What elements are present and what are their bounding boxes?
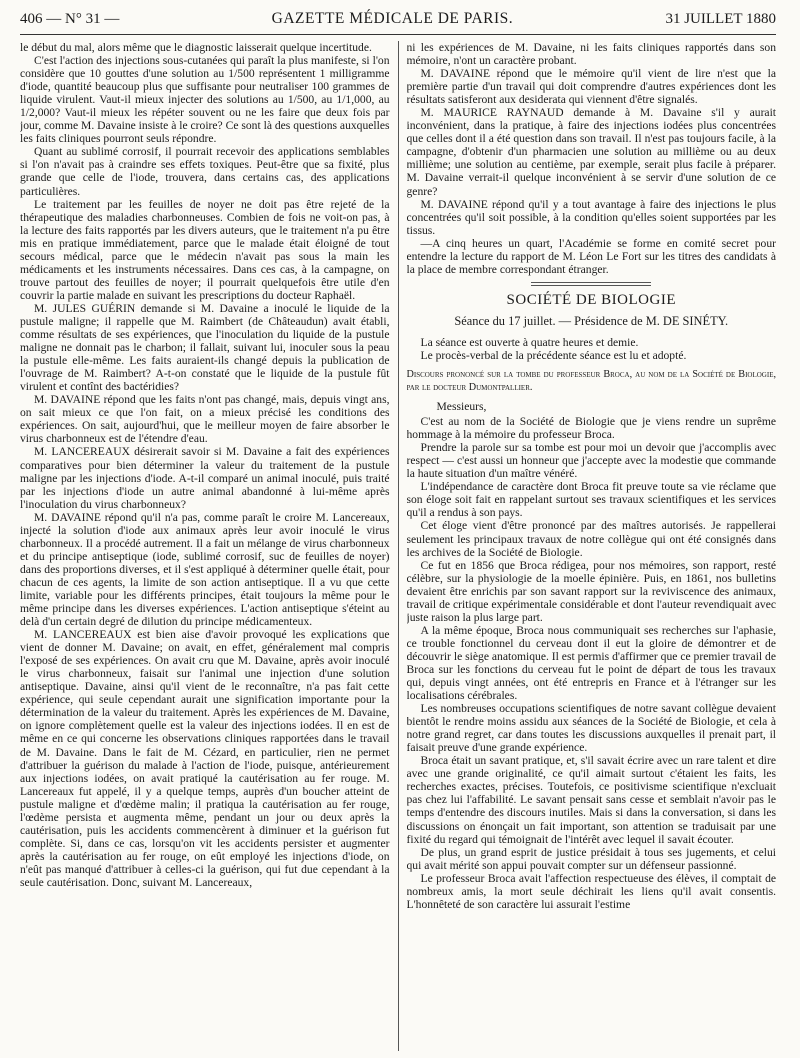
- issue-number: — N° 31 —: [46, 11, 120, 27]
- paragraph: M. MAURICE RAYNAUD demande à M. Davaine s'il y aurait inconvénient, dans la pratique, à faire des injections iodées plus concentrées que celles dont il a été question dans son travail. Il n'est pas toujours facile, à la campagne, d'obtenir d'un pharmacien une solution au millième ou au deux millième; une solution au centième, par exemple, serait plus facile à préparer. M. Davaine verrait-il quelque inconvénient à se servir d'une solution de ce genre?: [406, 106, 777, 198]
- paragraph: L'indépendance de caractère dont Broca fit preuve toute sa vie réclame que son éloge soit fait en rappelant surtout ses travaux scientifiques et les services qu'il a rendus à son pays.: [406, 480, 777, 520]
- right-column: [407, 41, 777, 1051]
- paragraph: —A cinq heures un quart, l'Académie se forme en comité secret pour entendre la lecture du rapport de M. Léon Le Fort sur les titres des candidats à la place de membre correspondant étranger.: [406, 236, 777, 276]
- section-title: SOCIÉTÉ DE BIOLOGIE: [506, 291, 676, 308]
- paragraph: Cet éloge vient d'être prononcé par des maîtres autorisés. Je rappellerai seulement les principaux travaux de notre collègue qui ont été consignés dans les archives de la Société de Biologie.: [406, 519, 777, 559]
- page-header: [20, 10, 776, 35]
- issue-date: 31 JUILLET 1880: [665, 11, 776, 27]
- column-divider: [398, 41, 399, 1051]
- seance-line: Séance du 17 juillet. — Présidence de M. DE SINÉTY.: [454, 313, 729, 328]
- paragraph: Le professeur Broca avait l'affection respectueuse des élèves, il comptait de nombreux amis, la mort seule déchirait les liens qu'il avait consentis. L'honnêteté de son caractère lui assurait l'estime: [406, 871, 777, 911]
- paragraph: le début du mal, alors même que le diagnostic laisserait quelque incertitude.: [20, 41, 372, 54]
- paragraph: M. LANCEREAUX désirerait savoir si M. Davaine a fait des expériences comparatives pour bien déterminer la valeur du traitement de la pustule maligne par les injections d'iode. A-t-il comparé un animal inoculé, puis traité par les injections d'iode un autre animal abandonné à lui-même après l'inoculation du virus charbonneux?: [20, 445, 390, 511]
- paragraph: Prendre la parole sur sa tombe est pour moi un devoir que j'accomplis avec respect — c'est aussi un honneur que j'accepte avec la modestie que commande la haute situation d'un maître vénéré.: [406, 441, 777, 481]
- paragraph: M. DAVAINE répond que le mémoire qu'il vient de lire n'est que la première partie d'un travail qui doit comprendre d'autres expériences dont les résultats satisferont aux desiderata qui viennent d'être signalés.: [406, 67, 777, 107]
- section-separator: [531, 282, 651, 286]
- paragraph: C'est l'action des injections sous-cutanées qui paraît la plus manifeste, si l'on considère que 10 gouttes d'une solution au 1/500 représentent 1 milligramme d'iode, quantité beaucoup plus que suffisante pour neutraliser 100 grammes de liquide virulent. Vaut-il mieux injecter des solutions au 1/500, au 1/1,000, au 1/2,000? Vaut-il mieux les répéter souvent ou ne les faire que deux fois par jour, comme M. Davaine insiste à le croire? Ce sont là des questions auxquelles les faits cliniques pourront seuls répondre.: [20, 54, 390, 146]
- paragraph: A la même époque, Broca nous communiquait ses recherches sur l'aphasie, ce trouble fonctionnel du cerveau dont il eut la gloire de démontrer et de découvrir le siège anatomique. Il est permis d'affirmer que ce premier travail de Broca sur les fonctions du cerveau fut le point de départ de tous les travaux qui, depuis vingt années, ont été entrepris en France et à l'étranger sur les localisations cérébrales.: [406, 623, 777, 703]
- paragraph: ni les expériences de M. Davaine, ni les faits cliniques rapportés dans son mémoire, n'ont un caractère probant.: [406, 41, 777, 68]
- left-column: [20, 41, 390, 1051]
- paragraph: De plus, un grand esprit de justice présidait à tous ses jugements, et celui qui avait mérité son appui pouvait compter sur un défenseur passionné.: [406, 845, 777, 872]
- page-number-issue: [20, 11, 119, 28]
- opening-line: La séance est ouverte à quatre heures et demie.: [420, 335, 639, 349]
- paragraph: M. DAVAINE répond qu'il n'a pas, comme paraît le croire M. Lancereaux, injecté la solution d'iode aux animaux après leur avoir inoculé le virus charbonneux. Il a procédé autrement. Il a fait un mélange de virus charbonneux et du principe antiseptique (iode, sublimé corrosif, suc de feuilles de noyer) dans des proportions diverses, et il s'est appliqué à déterminer quelle était, pour chacun de ces agents, la limite de son action antiseptique. Il a vu que cette limite, variable pour les différents principes, était toujours la même pour le même principe dans les diverses expériences. L'action antiseptique s'éteint au delà d'un certain degré de dilution du principe médicamenteux.: [20, 510, 390, 629]
- salutation: Messieurs,: [436, 400, 487, 414]
- journal-title: GAZETTE MÉDICALE DE PARIS.: [271, 10, 514, 27]
- paragraph: Ce fut en 1856 que Broca rédigea, pour nos mémoires, son rapport, resté célèbre, sur la physiologie de la moelle épinière. Puis, en 1861, nos bulletins devaient être enrichis par son savant rapport sur la reviviscence des animaux, travail de critique expérimentale considérable et dont l'auteur revendiquait avec juste raison la plus large part.: [406, 558, 777, 624]
- paragraph: Les nombreuses occupations scientifiques de notre savant collègue devaient bientôt le rendre moins assidu aux séances de la Société de Biologie, et cela à notre grand regret, car dans toutes les discussions auxquelles il prenait part, il faisait preuve d'une grande expérience.: [406, 702, 777, 755]
- opening-line: Le procès-verbal de la précédente séance est lu et adopté.: [420, 348, 687, 362]
- page-number: 406: [20, 11, 43, 27]
- paragraph: M. JULES GUÉRIN demande si M. Davaine a inoculé le liquide de la pustule maligne; il rappelle que M. Raimbert (de Châteaudun) avait établi, comme résultats de ses expériences, que l'inoculation du liquide de la pustule maligne ne donnait pas le charbon; il fallait, suivant lui, inoculer sous la peau la pustule elle-même. Les faits auraient-ils changé depuis la publication de l'ouvrage de M. Raimbert? A-t-on constaté que le liquide de la pustule fût virulent et contînt des bactéridies?: [20, 301, 390, 394]
- paragraph: Broca était un savant pratique, et, s'il savait écrire avec un rare talent et dire avec une grande originalité, ce qu'il aimait surtout c'étaient les faits, les recherches exactes, précises. Toutefois, ce positivisme scientifique n'excluait pas chez lui l'affabilité. Le savant pensait sans cesse et semblait n'avoir pas le temps d'entendre des discours inutiles. Mais si dans la conversation, si dans les discussions on énonçait un fait important, son attention se traduisait par une fixité du regard qui témoignait de l'intérêt avec lequel il savait écouter.: [406, 754, 777, 846]
- paragraph: M. DAVAINE répond que les faits n'ont pas changé, mais, depuis vingt ans, on sait mieux ce que l'on fait, on a mieux précisé les conditions des expériences. On sait, aujourd'hui, que le meilleur moyen de faire absorber le virus charbonneux est de l'étendre d'eau.: [20, 393, 390, 446]
- paragraph: M. DAVAINE répond qu'il y a tout avantage à faire des injections le plus concentrées qu'il soit possible, à la condition qu'elles soient supportées par les tissus.: [406, 197, 777, 237]
- paragraph: Le traitement par les feuilles de noyer ne doit pas être rejeté de la thérapeutique des maladies charbonneuses. Combien de fois ne voit-on pas, à la lecture des faits rapportés par les divers auteurs, que le traitement n'a pu être mis en pratique immédiatement, parce que le malade était éloigné de tout secours médical, parce que le médecin n'avait pas sous la main les médicaments et les instruments nécessaires. Dans ces cas, à la campagne, on trouve partout des feuilles de noyer; il pourrait quelquefois être utile d'en couvrir la partie malade en suivant les prescriptions du docteur Raphaël.: [20, 197, 390, 302]
- discours-title: Discours prononcé sur la tombe du professeur Broca, au nom de la Société de Biologie, par le docteur Dumontpallier.: [406, 369, 777, 394]
- paragraph: M. LANCEREAUX est bien aise d'avoir provoqué les explications que vient de donner M. Davaine; on avait, en effet, généralement mal compris l'exposé de ses expériences. On avait cru que M. Davaine, après avoir inoculé le virus charbonneux, faisait sur l'animal une injection d'une solution antiseptique. Davaine, ainsi qu'il vient de le reconnaître, n'a pas fait cette expérience, qui seule cependant aurait une signification importante pour la détermination de la valeur du traitement. Après les expériences de M. Davaine, on ignore complètement quelle est la valeur des injections iodées. Il en est de même en ce qui concerne les observations cliniques rapportées dans le travail de M. Davaine. Dans le fait de M. Cézard, en particulier, rien ne permet d'attribuer la guérison du malade à l'action de l'iode, puisque, antérieurement aux injections iodées, on avait pratiqué la cautérisation au fer rouge. M. Lancereaux fut appelé, il y a quelque temps, auprès d'un boucher atteint de pustule maligne et d'œdème malin; il pratiqua la cautérisation au fer rouge, l'œdème persista et augmenta même, pendant un jour ou deux après la cautérisation, puis les accidents commencèrent à diminuer et la guérison fut complète. Si, dans ce cas, lorsqu'on vit les accidents persister et augmenter après la cautérisation au fer rouge, on eût employé les injections d'iode, on n'eût pas manqué d'attribuer à celles-ci la guérison, qui fut due cependant à la seule cautérisation. Donc, suivant M. Lancereaux,: [20, 628, 390, 889]
- paragraph: C'est au nom de la Société de Biologie que je viens rendre un suprême hommage à la mémoire du professeur Broca.: [406, 415, 777, 442]
- paragraph: Quant au sublimé corrosif, il pourrait recevoir des applications semblables si l'on n'avait pas à craindre ses effets toxiques. Peut-être que sa fixité, plus grande que celle de l'iode, trouvera, dans certains cas, des applications particulières.: [20, 145, 390, 198]
